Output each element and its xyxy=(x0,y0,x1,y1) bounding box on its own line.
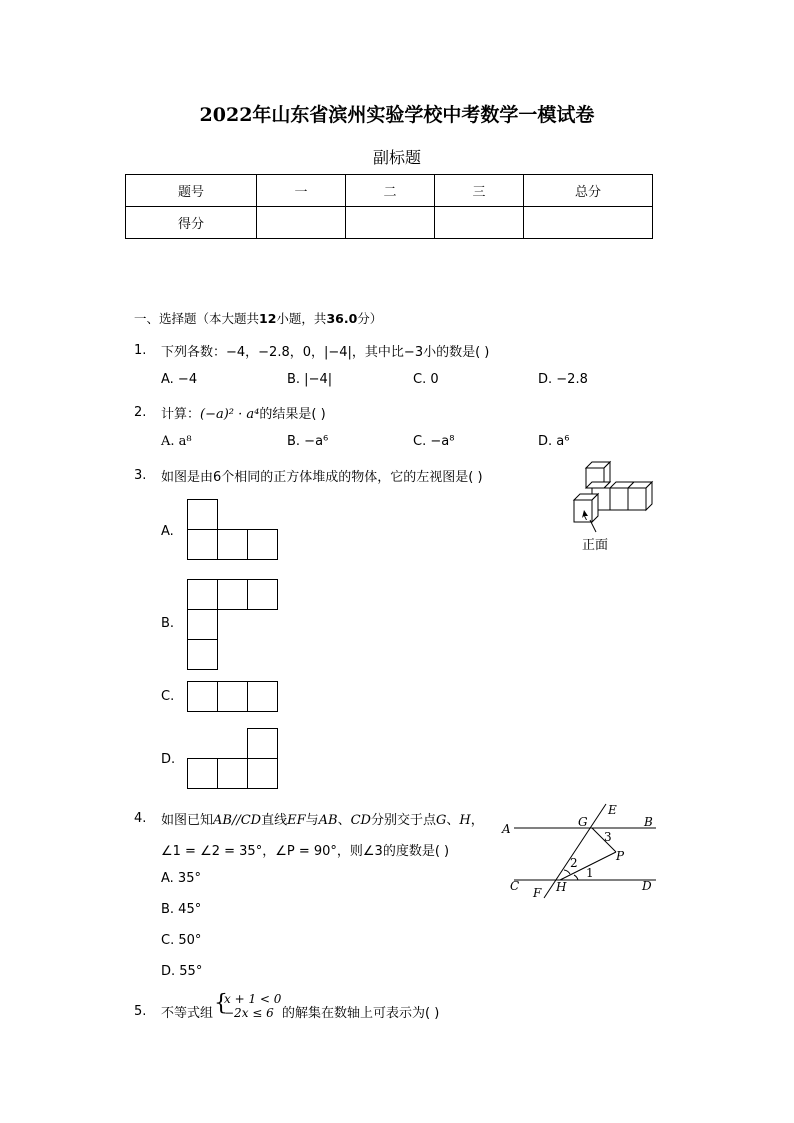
system-line-1: x + 1 < 0 xyxy=(224,992,282,1006)
q4-math: EF xyxy=(287,813,306,828)
question-2-option-c[interactable]: C. −a⁸ xyxy=(413,434,455,449)
question-4-option-b[interactable]: B. 45° xyxy=(161,902,202,917)
label-f: F xyxy=(533,886,542,900)
label-e: E xyxy=(608,803,617,817)
angle-3-label: 3 xyxy=(604,830,612,844)
score-header-cell: 题号 xyxy=(126,175,257,207)
label-c: C xyxy=(510,879,520,893)
q4-text: 如图已知 xyxy=(161,813,214,828)
question-1-option-d[interactable]: D. −2.8 xyxy=(538,372,588,387)
q4-text: 直线 xyxy=(261,813,288,828)
score-cell[interactable] xyxy=(257,207,346,239)
question-1-option-a[interactable]: A. −4 xyxy=(161,372,198,387)
question-1-option-b[interactable]: B. |−4| xyxy=(287,372,333,387)
score-cell[interactable] xyxy=(435,207,524,239)
option-b-view xyxy=(187,579,279,671)
question-number: 4. xyxy=(134,811,147,826)
question-2-text xyxy=(161,403,326,422)
q4-text: 、 xyxy=(446,813,460,828)
score-header-cell: 二 xyxy=(346,175,435,207)
cube-figure-label: 正面 xyxy=(582,538,609,553)
question-2-math: (−a)² · a⁴ xyxy=(200,407,260,422)
section-heading xyxy=(134,309,382,327)
question-5-text-post: 的解集在数轴上可表示为( ) xyxy=(282,1006,440,1021)
option-d-view xyxy=(187,728,279,790)
q4-math: AB//CD xyxy=(213,813,262,828)
label-g: G xyxy=(578,815,588,829)
option-a-view xyxy=(187,499,279,561)
score-header-cell: 总分 xyxy=(524,175,653,207)
angle-1-label: 1 xyxy=(586,866,594,880)
question-1-text: 下列各数：−4，−2.8，0，|−4|，其中比−3小的数是( ) xyxy=(161,345,490,360)
option-c-view xyxy=(187,681,279,713)
score-row-label: 得分 xyxy=(126,207,257,239)
question-2-option-a[interactable]: A. a⁸ xyxy=(161,434,192,449)
question-4-option-a[interactable]: A. 35° xyxy=(161,871,201,886)
q4-math: H xyxy=(459,813,471,828)
question-4-text-line1 xyxy=(161,809,484,828)
question-1-option-c[interactable]: C. 0 xyxy=(413,372,439,387)
question-3-option-d[interactable]: D. xyxy=(161,752,176,767)
question-4-option-c[interactable]: C. 50° xyxy=(161,933,202,948)
score-header-cell: 三 xyxy=(435,175,524,207)
question-2-text-pre: 计算： xyxy=(161,407,201,422)
score-table-header-row xyxy=(126,175,653,207)
page-subtitle: 副标题 xyxy=(372,148,421,167)
q4-text: 分别交于点 xyxy=(370,813,436,828)
question-number: 5. xyxy=(134,1004,147,1019)
label-p: P xyxy=(616,849,625,863)
section-points: 36.0 xyxy=(326,311,358,326)
question-2-option-d[interactable]: D. a⁶ xyxy=(538,434,570,449)
q4-text: 、 xyxy=(337,813,351,828)
parallel-lines-figure xyxy=(500,800,660,900)
question-number: 3. xyxy=(134,468,147,483)
question-2-text-post: 的结果是( ) xyxy=(259,407,326,422)
question-2-option-b[interactable]: B. −a⁶ xyxy=(287,434,329,449)
label-h: H xyxy=(556,880,567,894)
q4-math: CD xyxy=(350,813,371,828)
question-3-option-b[interactable]: B. xyxy=(161,616,175,631)
question-number: 2. xyxy=(134,405,147,420)
q4-text: ， xyxy=(470,813,484,828)
question-3-option-a[interactable]: A. xyxy=(161,524,174,539)
score-table-score-row xyxy=(126,207,653,239)
page-title: 2022年山东省滨州实验学校中考数学一模试卷 xyxy=(199,104,595,126)
section-suffix: 分） xyxy=(357,311,383,326)
question-3-text: 如图是由6个相同的正方体堆成的物体，它的左视图是( ) xyxy=(161,470,483,485)
score-header-cell: 一 xyxy=(257,175,346,207)
question-4-option-d[interactable]: D. 55° xyxy=(161,964,203,979)
question-number: 1. xyxy=(134,343,147,358)
brace-icon: { xyxy=(214,991,228,1016)
q4-math: G xyxy=(436,813,447,828)
label-b: B xyxy=(644,815,653,829)
section-mid: 小题，共 xyxy=(276,311,327,326)
q4-math: AB xyxy=(318,813,338,828)
label-d: D xyxy=(642,879,652,893)
angle-2-label: 2 xyxy=(570,856,578,870)
score-cell[interactable] xyxy=(524,207,653,239)
score-cell[interactable] xyxy=(346,207,435,239)
question-3-option-c[interactable]: C. xyxy=(161,689,175,704)
system-line-2: −2x ≤ 6 xyxy=(224,1006,274,1020)
section-prefix: 一、选择题（本大题共 xyxy=(134,311,260,326)
question-5-text-pre: 不等式组 xyxy=(161,1006,214,1021)
section-count: 12 xyxy=(259,311,277,326)
q4-text: 与 xyxy=(305,813,319,828)
question-4-text-line2: ∠1 = ∠2 = 35°，∠P = 90°，则∠3的度数是( ) xyxy=(161,844,450,859)
score-table xyxy=(125,174,653,239)
label-a: A xyxy=(502,822,511,836)
